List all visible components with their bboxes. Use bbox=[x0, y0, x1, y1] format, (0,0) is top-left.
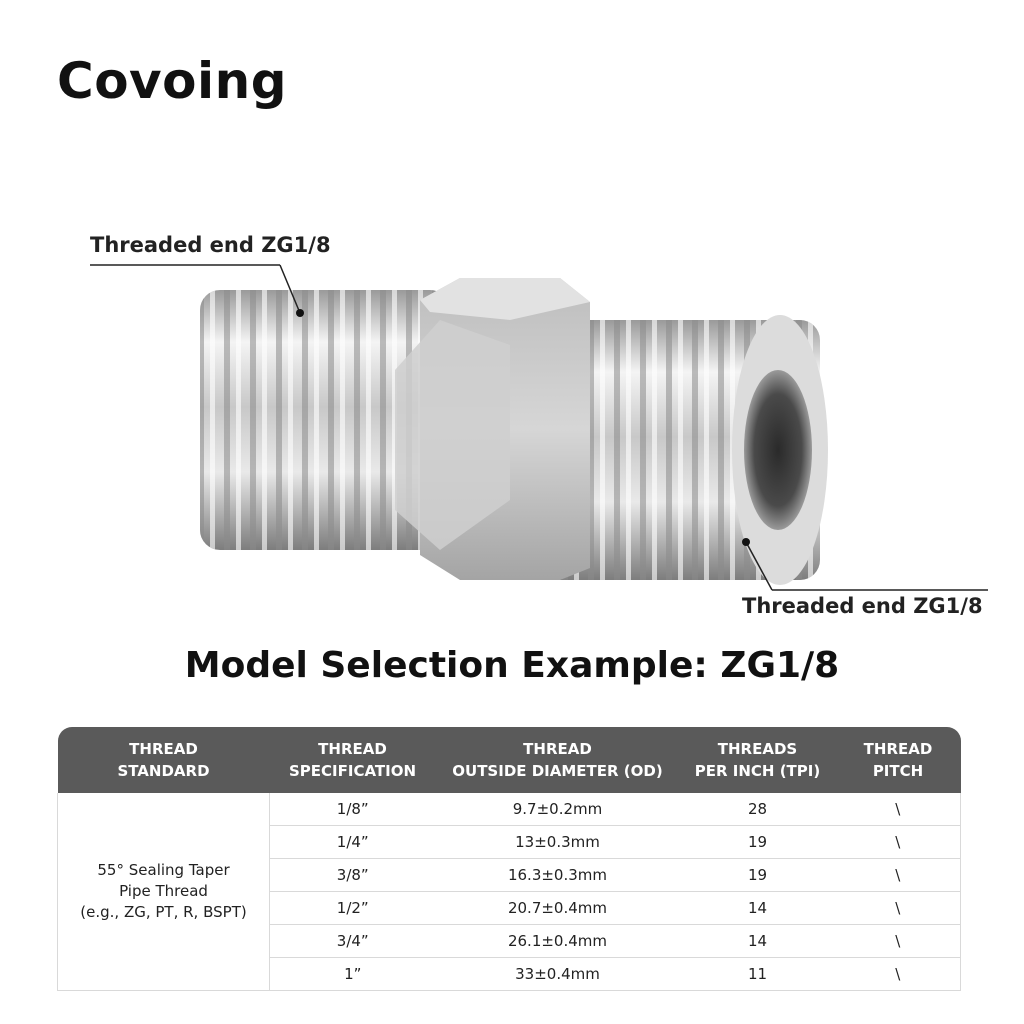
od-cell: 26.1±0.4mm bbox=[436, 925, 680, 958]
tpi-cell: 14 bbox=[680, 925, 836, 958]
thread-spec-table bbox=[57, 727, 961, 991]
header-thread-specification: THREAD SPECIFICATION bbox=[270, 727, 436, 793]
hex-nipple-fitting-image bbox=[180, 250, 860, 610]
od-cell: 20.7±0.4mm bbox=[436, 892, 680, 925]
spec-cell: 1/8” bbox=[270, 793, 436, 826]
tpi-cell: 19 bbox=[680, 826, 836, 859]
table-row bbox=[58, 793, 961, 826]
tpi-cell: 19 bbox=[680, 859, 836, 892]
tpi-cell: 28 bbox=[680, 793, 836, 826]
od-cell: 16.3±0.3mm bbox=[436, 859, 680, 892]
tpi-cell: 14 bbox=[680, 892, 836, 925]
spec-cell: 1” bbox=[270, 958, 436, 991]
od-cell: 9.7±0.2mm bbox=[436, 793, 680, 826]
pitch-cell: \ bbox=[836, 859, 961, 892]
thread-standard-cell: 55° Sealing Taper Pipe Thread (e.g., ZG, PT, R, BSPT) bbox=[58, 793, 270, 991]
od-cell: 33±0.4mm bbox=[436, 958, 680, 991]
header-thread-pitch: THREAD PITCH bbox=[836, 727, 961, 793]
callout-threaded-end-bottom: Threaded end ZG1/8 bbox=[742, 594, 983, 618]
header-threads-per-inch: THREADS PER INCH (TPI) bbox=[680, 727, 836, 793]
spec-cell: 1/4” bbox=[270, 826, 436, 859]
spec-cell: 1/2” bbox=[270, 892, 436, 925]
spec-cell: 3/8” bbox=[270, 859, 436, 892]
table-header-row bbox=[58, 727, 961, 793]
section-title: Model Selection Example: ZG1/8 bbox=[184, 645, 840, 686]
pitch-cell: \ bbox=[836, 958, 961, 991]
header-thread-standard: THREAD STANDARD bbox=[58, 727, 270, 793]
pitch-cell: \ bbox=[836, 892, 961, 925]
pitch-cell: \ bbox=[836, 826, 961, 859]
callout-threaded-end-top: Threaded end ZG1/8 bbox=[90, 233, 331, 257]
pitch-cell: \ bbox=[836, 793, 961, 826]
spec-cell: 3/4” bbox=[270, 925, 436, 958]
brand-name: Covoing bbox=[57, 52, 288, 110]
od-cell: 13±0.3mm bbox=[436, 826, 680, 859]
tpi-cell: 11 bbox=[680, 958, 836, 991]
pitch-cell: \ bbox=[836, 925, 961, 958]
header-outside-diameter: THREAD OUTSIDE DIAMETER (OD) bbox=[436, 727, 680, 793]
